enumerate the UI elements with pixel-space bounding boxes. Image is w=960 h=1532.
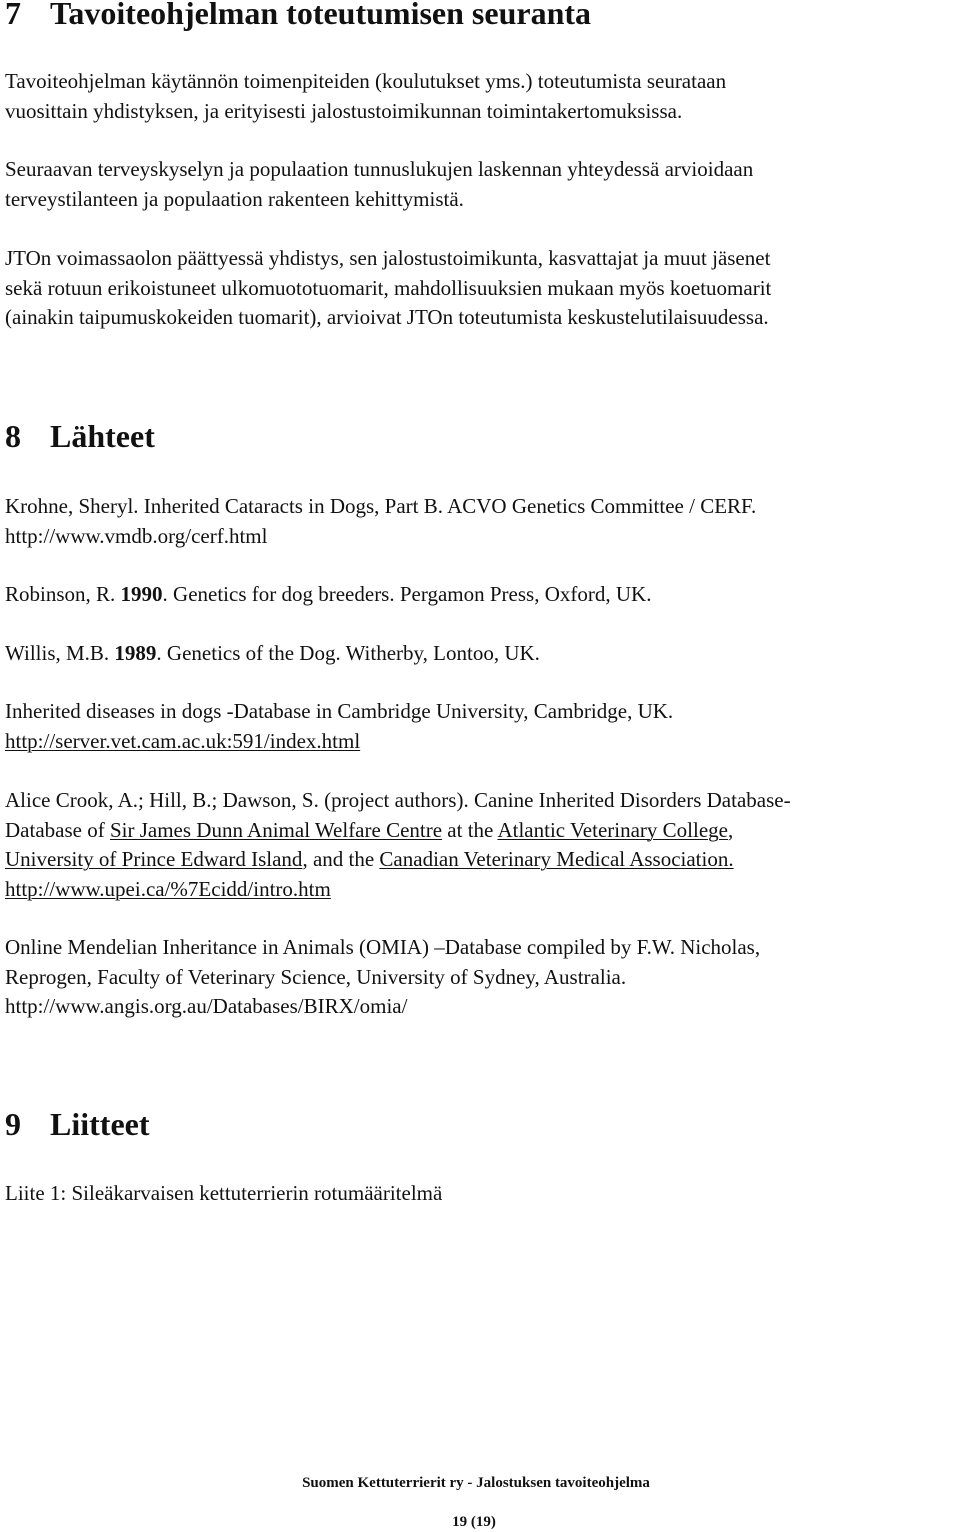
- link-university-prince-edward-island[interactable]: University of Prince Edward Island: [5, 847, 303, 872]
- reference-text: . Genetics of the Dog. Witherby, Lontoo, UK.: [156, 641, 540, 665]
- reference-text: , and the: [302, 847, 380, 872]
- reference-author: Robinson, R.: [5, 582, 121, 606]
- running-title: Suomen Kettuterrierit ry - Jalostuksen tavoiteohjelma: [302, 1475, 650, 1491]
- page-number: 19 (19): [452, 1514, 496, 1530]
- reference-text: Alice Crook, A.; Hill, B.; Dawson, S. (project authors). Canine Inherited Disorders Database-: [5, 788, 791, 812]
- reference-text: Krohne, Sheryl. Inherited Cataracts in Dogs, Part B. ACVO Genetics Committee / CERF.: [5, 494, 757, 518]
- paragraph-line: (ainakin taipumuskokeiden tuomarit), arvioivat JTOn toteutumista keskustelutilaisuudessa.: [5, 305, 769, 330]
- section-title: Tavoiteohjelman toteutumisen seuranta: [50, 0, 592, 31]
- section-9-heading: [5, 1106, 150, 1142]
- reference-link[interactable]: http://server.vet.cam.ac.uk:591/index.html: [5, 728, 361, 753]
- footer-page-number: [0, 1513, 954, 1531]
- paragraph-followup: [5, 67, 955, 126]
- paragraph-health-survey: [5, 155, 955, 214]
- section-number: 8: [5, 418, 21, 454]
- reference-willis: [5, 639, 955, 669]
- link-sir-james-dunn[interactable]: Sir James Dunn Animal Welfare Centre: [109, 817, 443, 842]
- reference-year: 1989: [114, 641, 157, 665]
- paragraph-line: vuosittain yhdistyksen, ja erityisesti jalostustoimikunnan toimintakertomuksissa.: [5, 98, 683, 123]
- reference-text: ,: [728, 817, 734, 842]
- reference-text: Online Mendelian Inheritance in Animals (OMIA) –Database compiled by F.W. Nicholas,: [5, 935, 761, 959]
- section-title: Liitteet: [50, 1106, 150, 1142]
- reference-crook: [5, 786, 955, 904]
- link-canadian-veterinary-medical-association[interactable]: Canadian Veterinary Medical Association.: [379, 847, 734, 872]
- reference-url: http://www.angis.org.au/Databases/BIRX/omia/: [5, 994, 408, 1019]
- paragraph-line: Tavoiteohjelman käytännön toimenpiteiden (koulutukset yms.) toteutumista seurataan: [5, 69, 727, 93]
- link-atlantic-veterinary-college[interactable]: Atlantic Veterinary College: [497, 817, 728, 842]
- reference-author: Willis, M.B.: [5, 641, 115, 665]
- footer-running-title: [0, 1474, 956, 1492]
- section-number: 7: [5, 0, 21, 31]
- reference-krohne: [5, 492, 955, 551]
- paragraph-line: sekä rotuun erikoistuneet ulkomuototuomarit, mahdollisuuksien mukaan myös koetuomarit: [5, 275, 772, 300]
- paragraph-line: terveystilanteen ja populaation rakenteen kehittymistä.: [5, 186, 464, 211]
- reference-text: . Genetics for dog breeders. Pergamon Press, Oxford, UK.: [162, 582, 652, 606]
- appendix-item: Liite 1: Sileäkarvaisen kettuterrierin rotumääritelmä: [5, 1181, 443, 1205]
- section-8-heading: [5, 418, 155, 454]
- reference-text: Inherited diseases in dogs -Database in Cambridge University, Cambridge, UK.: [5, 699, 674, 723]
- paragraph-evaluation: [5, 244, 955, 333]
- reference-text: at the: [442, 817, 498, 842]
- paragraph-line: Seuraavan terveyskyselyn ja populaation tunnuslukujen laskennan yhteydessä arvioidaan: [5, 157, 754, 181]
- section-number: 9: [5, 1106, 21, 1142]
- reference-text: Database of: [5, 817, 110, 842]
- section-7-heading: [5, 0, 591, 31]
- reference-year: 1990: [120, 582, 163, 606]
- section-title: Lähteet: [50, 418, 155, 454]
- paragraph-line: JTOn voimassaolon päättyessä yhdistys, sen jalostustoimikunta, kasvattajat ja muut jäsenet: [5, 246, 771, 270]
- reference-omia: [5, 933, 955, 1022]
- reference-text: Reprogen, Faculty of Veterinary Science, University of Sydney, Australia.: [5, 964, 627, 989]
- reference-cambridge: [5, 697, 955, 756]
- reference-robinson: [5, 580, 955, 610]
- reference-link[interactable]: http://www.upei.ca/%7Ecidd/intro.htm: [5, 876, 331, 901]
- reference-url: http://www.vmdb.org/cerf.html: [5, 523, 268, 548]
